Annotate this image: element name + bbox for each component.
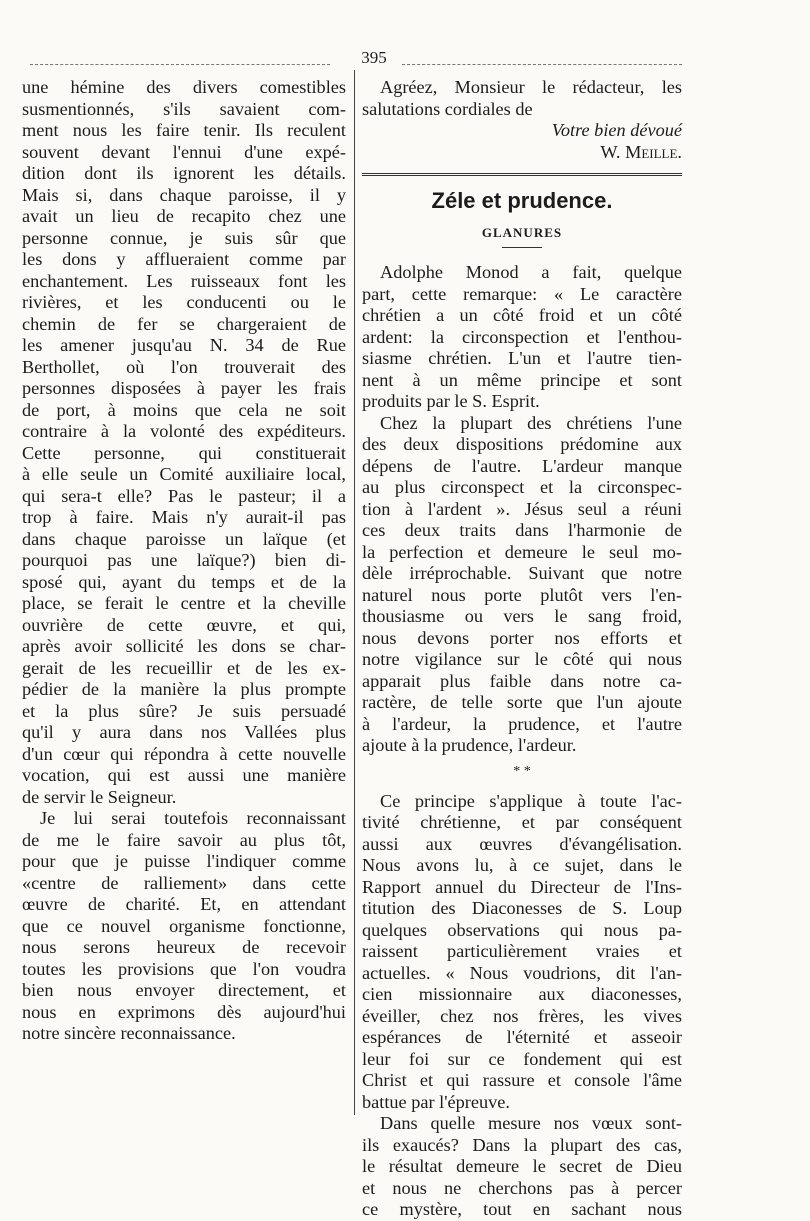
text-line: dèle irréprochable. Suivant que notre — [362, 563, 682, 583]
text-line: qu'il y aura dans nos Vallées plus — [22, 722, 346, 742]
text-line: tivité chrétienne, et par conséquent — [362, 812, 682, 832]
text-line: susmentionnés, s'ils savaient com- — [22, 98, 346, 119]
text-line: de me le faire savoir au plus tôt, — [22, 829, 346, 850]
text-line: produits par le S. Esprit. — [362, 391, 540, 411]
right-column — [362, 77, 682, 1221]
text-line: ouvrière de cette œuvre, et qui, — [22, 614, 346, 635]
text-line: enchantement. Les ruisseaux font les — [22, 270, 346, 291]
text-line: part, cette remarque: « Le caractère — [362, 283, 682, 304]
text-line: contraire à la volonté des expéditeurs. — [22, 421, 346, 441]
text-line: thousiasme ou vers le sang froid, — [362, 606, 682, 626]
text-line: aussi aux œuvres d'évangélisation. — [362, 833, 682, 854]
article-section-1 — [362, 262, 682, 757]
text-line: nent à un même principe et sont — [362, 369, 682, 390]
text-line: le résultat demeure le secret de Dieu — [362, 1156, 682, 1176]
text-line: éveiller, chez nos frères, les vives — [362, 1005, 682, 1026]
text-line: et la plus sûre? Je suis persuadé — [22, 700, 346, 721]
text-line: Adolphe Monod a fait, quelque — [380, 262, 682, 282]
text-line: toutes les provisions que l'on voudra — [22, 958, 346, 979]
text-line: souvent devant l'ennui d'une expé- — [22, 141, 346, 162]
header-rule-left — [30, 64, 330, 65]
text-line: pour que je puisse l'indiquer comme — [22, 851, 346, 871]
text-line: Je lui serai toutefois reconnaissant — [40, 808, 346, 828]
text-line: tion à l'ardent ». Jésus seul a réuni — [362, 498, 682, 519]
text-line: pédier de la manière la plus prompte — [22, 679, 346, 699]
column-divider — [354, 70, 355, 1115]
left-column — [22, 77, 346, 1045]
text-line: notre sincère reconnaissance. — [22, 1023, 236, 1043]
text-line: sposé qui, ayant du temps et de la — [22, 571, 346, 592]
text-line: de port, à moins que cela ne soit — [22, 399, 346, 420]
text-line: personne connue, je suis sûr que — [22, 227, 346, 248]
text-line: Christ et qui rassure et console l'âme — [362, 1070, 682, 1090]
text-line: place, se ferait le centre et la cheville — [22, 593, 346, 613]
text-line: à elle seule un Comité auxiliaire local, — [22, 464, 346, 484]
text-line: que ce nouvel organisme fonctionne, — [22, 915, 346, 936]
page-header — [30, 48, 682, 70]
text-line: raissent particulièrement vraies et — [362, 941, 682, 961]
text-line: dans chaque paroisse un laïque (et — [22, 528, 346, 549]
text-line: après avoir sollicité les dons se char- — [22, 636, 346, 656]
text-line: Agréez, Monsieur le rédacteur, les — [380, 77, 682, 97]
text-line: salutations cordiales de — [362, 98, 533, 119]
text-line: la perfection et demeure le seul mo- — [362, 541, 682, 562]
page-number: 395 — [361, 48, 387, 67]
text-line: œuvre de charité. Et, en attendant — [22, 894, 346, 914]
text-line: espérances de l'éternité et asseoir — [362, 1027, 682, 1047]
text-line: Berthollet, où l'on trouverait des — [22, 356, 346, 377]
text-line: des deux dispositions prédomine aux — [362, 434, 682, 454]
text-line: bien nous envoyer directement, et — [22, 980, 346, 1000]
text-line: nous devons porter nos efforts et — [362, 627, 682, 648]
text-line: et nous ne cherchons pas à percer — [362, 1177, 682, 1198]
text-line: notre vigilance sur le côté qui nous — [362, 649, 682, 669]
text-line: cien missionnaire aux diaconesses, — [362, 984, 682, 1004]
text-line: ils exaucés? Dans la plupart des cas, — [362, 1134, 682, 1155]
text-line: d'un cœur qui répondra à cette nouvelle — [22, 743, 346, 764]
text-line: trop à faire. Mais n'y aurait-il pas — [22, 507, 346, 527]
text-line: ces deux traits dans l'harmonie de — [362, 520, 682, 540]
text-line: ment nous les faire tenir. Ils reculent — [22, 120, 346, 140]
subtitle-rule — [502, 247, 542, 248]
text-line: apparait plus faible dans notre ca- — [362, 670, 682, 691]
text-line: Rapport annuel du Directeur de l'Ins- — [362, 876, 682, 897]
letter-closing — [362, 77, 682, 163]
article-title: Zéle et prudence. — [431, 188, 613, 213]
text-line: au plus circonspect et la circonspec- — [362, 477, 682, 497]
text-line: siasme chrétien. L'un et l'autre tien- — [362, 348, 682, 368]
text-line: Dans quelle mesure nos vœux sont- — [380, 1113, 682, 1133]
text-line: dition dont ils ignorent les détails. — [22, 163, 346, 183]
text-line: ractère, de telle sorte que l'un ajoute — [362, 692, 682, 712]
text-line: ce mystère, tout en sachant nous — [362, 1199, 682, 1219]
text-line: une hémine des divers comestibles — [22, 77, 346, 97]
text-line: ajoute à la prudence, l'ardeur. — [362, 735, 577, 755]
text-line: Ce principe s'applique à toute l'ac- — [380, 790, 682, 811]
text-line: Nous avons lu, à ce sujet, dans le — [362, 855, 682, 875]
text-line: dépens de l'autre. L'ardeur manque — [362, 455, 682, 476]
text-line: nous en exprimons dès aujourd'hui — [22, 1001, 346, 1022]
text-line: les dons y afflueraient comme par — [22, 249, 346, 269]
text-line: titution des Diaconesses de S. Loup — [362, 898, 682, 918]
section-divider — [362, 173, 682, 176]
text-line: actuelles. « Nous voudrions, dit l'an- — [362, 962, 682, 983]
text-line: «centre de ralliement» dans cette — [22, 872, 346, 893]
text-line: gerait de les recueillir et de les ex- — [22, 657, 346, 678]
header-rule-right — [402, 64, 682, 65]
text-line: chrétien a un côté froid et un côté — [362, 305, 682, 325]
text-line: ardent: la circonspection et l'enthou- — [362, 326, 682, 347]
text-line: Votre bien dévoué — [551, 120, 682, 140]
text-line: naturel nous porte plutôt vers l'en- — [362, 584, 682, 605]
text-line: Mais si, dans chaque paroisse, il y — [22, 184, 346, 205]
text-line: chemin de fer se chargeraient de — [22, 313, 346, 334]
text-line: avait un lieu de recapito chez une — [22, 206, 346, 226]
text-line: W. Meille. — [600, 141, 682, 162]
text-line: battue par l'épreuve. — [362, 1091, 510, 1112]
text-line: à l'ardeur, la prudence, et l'autre — [362, 713, 682, 734]
section-stars: * * — [513, 763, 531, 779]
text-line: les amener jusqu'au N. 34 de Rue — [22, 335, 346, 355]
article-section-2 — [362, 791, 682, 1221]
text-line: Cette personne, qui constituerait — [22, 442, 346, 463]
text-line: leur foi sur ce fondement qui est — [362, 1048, 682, 1069]
text-line: quelques observations qui nous pa- — [362, 919, 682, 940]
text-line: personnes disposées à payer les frais — [22, 378, 346, 398]
text-line: qui sera-t elle? Pas le pasteur; il a — [22, 485, 346, 506]
text-line: vocation, qui est aussi une manière — [22, 765, 346, 785]
text-line: de servir le Seigneur. — [22, 786, 177, 807]
text-line: nous serons heureux de recevoir — [22, 937, 346, 957]
text-line: Chez la plupart des chrétiens l'une — [380, 412, 682, 433]
article-subtitle: GLANURES — [481, 224, 563, 240]
text-line: pourquoi pas une laïque?) bien di- — [22, 550, 346, 570]
text-line: rivières, et les conducenti ou le — [22, 292, 346, 312]
